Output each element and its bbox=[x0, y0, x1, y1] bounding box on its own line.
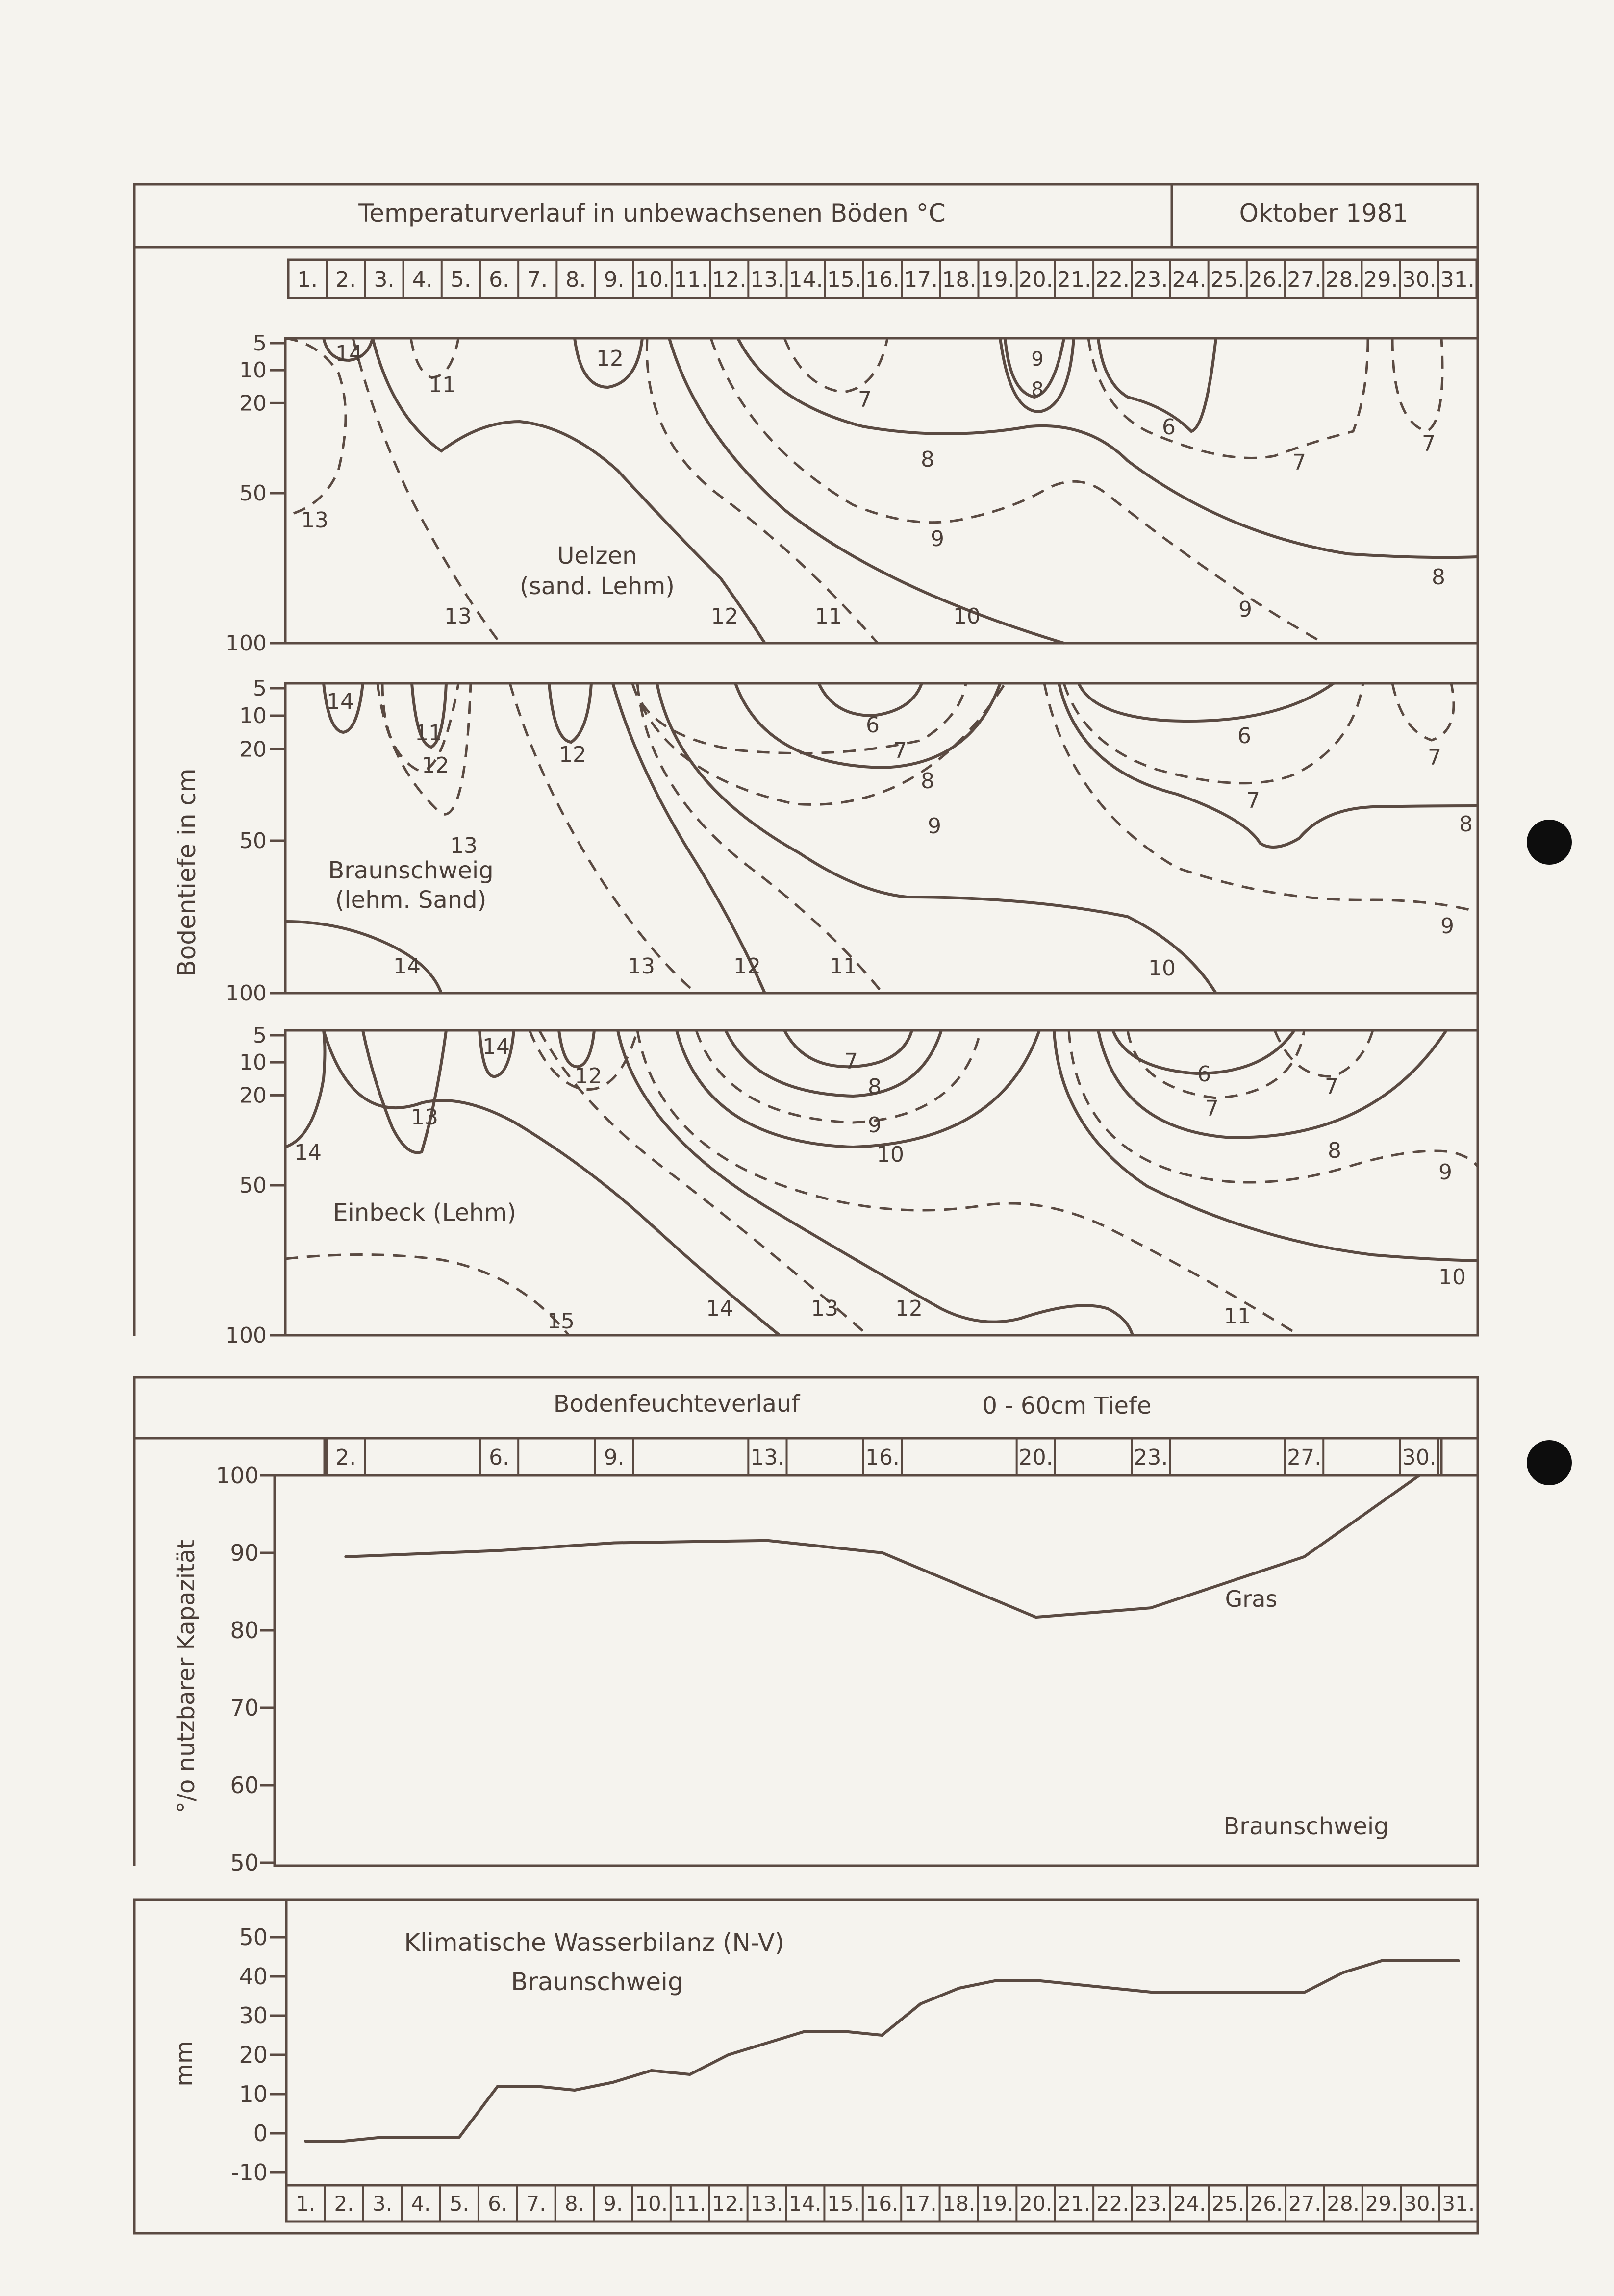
station-soil-uelzen: (sand. Lehm) bbox=[520, 573, 675, 600]
depth-tick-label: 5 bbox=[253, 676, 267, 701]
isotherm-7-einbeck-dash bbox=[1128, 1030, 1304, 1098]
isotherm-label: 9 bbox=[868, 1113, 882, 1138]
isotherm-6-bs-b bbox=[1079, 683, 1334, 721]
day-label-bottom: 8. bbox=[564, 2192, 584, 2216]
isotherm-label: 8 bbox=[921, 447, 934, 472]
isotherm-label: 11 bbox=[830, 954, 857, 979]
isotherm-label: 9 bbox=[1031, 348, 1044, 371]
isotherm-label: 11 bbox=[415, 721, 442, 746]
data-point bbox=[1380, 1959, 1383, 1962]
day-label-bottom: 4. bbox=[411, 2192, 431, 2216]
data-point bbox=[458, 2136, 461, 2139]
day-label-bottom: 6. bbox=[488, 2192, 508, 2216]
isotherm-label: 6 bbox=[1162, 415, 1176, 440]
isotherm-label: 10 bbox=[1438, 1265, 1466, 1290]
day-label-top: 11. bbox=[674, 267, 708, 292]
y-tick-label: -10 bbox=[230, 2159, 268, 2186]
isotherms-dashed-uelzen bbox=[285, 338, 1442, 643]
day-label-bottom: 24. bbox=[1173, 2192, 1206, 2216]
data-point bbox=[1034, 1979, 1037, 1982]
isotherm-7-bs-dash-b bbox=[1064, 683, 1363, 783]
moisture-station-label: Braunschweig bbox=[1223, 1813, 1389, 1840]
isotherm-label: 7 bbox=[893, 738, 907, 763]
day-label-top: 16. bbox=[865, 267, 900, 292]
day-label-bottom: 30. bbox=[1404, 2192, 1437, 2216]
day-label-bottom: 27. bbox=[1288, 2192, 1321, 2216]
isotherm-label: 14 bbox=[482, 1034, 510, 1059]
data-point bbox=[688, 2073, 691, 2076]
day-label-top: 20. bbox=[1018, 267, 1053, 292]
isotherm-label: 7 bbox=[1422, 431, 1436, 456]
balance-station: Braunschweig bbox=[511, 1968, 683, 1996]
moisture-day-label: 27. bbox=[1287, 1445, 1322, 1470]
depth-tick-label: 50 bbox=[239, 481, 267, 506]
day-label-top: 13. bbox=[750, 267, 785, 292]
data-point bbox=[1303, 1991, 1306, 1994]
temperature-y-label: Bodentiefe in cm bbox=[173, 768, 201, 977]
isotherm-7-uelzen-c bbox=[1392, 338, 1442, 431]
isotherm-label: 12 bbox=[733, 954, 761, 979]
y-tick-label: 50 bbox=[239, 1924, 268, 1950]
isotherm-label: 8 bbox=[1432, 565, 1445, 590]
y-tick-label: 60 bbox=[230, 1772, 259, 1798]
moisture-day-label: 2. bbox=[335, 1445, 356, 1470]
isotherm-label: 12 bbox=[895, 1296, 923, 1321]
day-label-bottom: 11. bbox=[673, 2192, 706, 2216]
day-label-top: 25. bbox=[1210, 267, 1245, 292]
isotherm-labels-uelzen bbox=[301, 341, 1445, 629]
isotherm-label: 9 bbox=[1438, 1160, 1452, 1185]
isotherm-7-uelzen bbox=[784, 338, 887, 392]
data-point bbox=[765, 2042, 768, 2045]
isotherm-label: 12 bbox=[596, 346, 624, 371]
data-point bbox=[804, 2030, 807, 2033]
isotherms-solid-uelzen bbox=[324, 338, 1478, 643]
isotherm-8-einbeck-b bbox=[1098, 1030, 1446, 1137]
isotherm-label: 10 bbox=[1148, 956, 1176, 981]
day-label-bottom: 3. bbox=[372, 2192, 393, 2216]
isotherm-label: 11 bbox=[1224, 1304, 1251, 1329]
isotherm-label: 14 bbox=[393, 954, 421, 979]
y-tick-label: 100 bbox=[216, 1462, 259, 1489]
isotherm-label: 9 bbox=[931, 526, 944, 551]
y-tick-label: 50 bbox=[230, 1849, 259, 1876]
data-point bbox=[573, 2089, 576, 2092]
moisture-day-label: 30. bbox=[1402, 1445, 1437, 1470]
day-label-bottom: 10. bbox=[635, 2192, 668, 2216]
data-point bbox=[304, 2140, 307, 2143]
day-row-bottom bbox=[286, 2185, 1478, 2221]
depth-tick-label: 5 bbox=[253, 331, 267, 356]
day-label-top: 18. bbox=[942, 267, 977, 292]
data-point bbox=[958, 1987, 960, 1990]
isotherm-label: 7 bbox=[844, 1049, 858, 1074]
data-point bbox=[419, 2136, 422, 2139]
isotherm-label: 7 bbox=[1205, 1096, 1219, 1121]
depth-tick-label: 20 bbox=[239, 737, 267, 762]
isotherm-label: 12 bbox=[422, 753, 449, 778]
isotherm-label: 8 bbox=[1328, 1138, 1341, 1163]
data-point bbox=[343, 2140, 346, 2143]
isotherm-label: 8 bbox=[921, 769, 934, 794]
depth-ticks-braunschweig bbox=[226, 676, 285, 1006]
station-name-uelzen: Uelzen bbox=[557, 542, 637, 570]
isotherm-12-bs-deep bbox=[613, 683, 765, 993]
isotherm-7-bs-dash-c bbox=[1392, 683, 1454, 740]
day-label-top: 3. bbox=[374, 267, 395, 292]
period-label: Oktober 1981 bbox=[1239, 199, 1409, 227]
day-label-top: 23. bbox=[1134, 267, 1168, 292]
day-label-top: 17. bbox=[904, 267, 938, 292]
data-point bbox=[881, 2034, 883, 2037]
isotherm-label: 7 bbox=[1428, 745, 1441, 770]
y-tick-label: 40 bbox=[239, 1963, 268, 1990]
day-label-top: 6. bbox=[489, 267, 510, 292]
station-soil-braunschweig: (lehm. Sand) bbox=[335, 886, 487, 914]
day-label-top: 8. bbox=[565, 267, 586, 292]
depth-tick-label: 100 bbox=[226, 1323, 267, 1348]
day-label-top: 10. bbox=[635, 267, 670, 292]
data-point bbox=[919, 2002, 922, 2005]
depth-tick-label: 50 bbox=[239, 828, 267, 853]
day-label-bottom: 22. bbox=[1096, 2192, 1129, 2216]
balance-y-axis bbox=[231, 1924, 286, 2186]
depth-tick-label: 5 bbox=[253, 1023, 267, 1048]
isotherm-6-bs bbox=[819, 683, 922, 716]
data-point bbox=[766, 1539, 769, 1542]
day-label-bottom: 9. bbox=[603, 2192, 623, 2216]
moisture-y-label: °/o nutzbarer Kapazität bbox=[173, 1539, 200, 1814]
day-label-top: 15. bbox=[827, 267, 861, 292]
isotherm-label: 12 bbox=[575, 1064, 602, 1089]
data-point bbox=[613, 1541, 616, 1544]
day-label-bottom: 5. bbox=[449, 2192, 469, 2216]
day-label-bottom: 31. bbox=[1442, 2192, 1475, 2216]
data-point bbox=[381, 2136, 384, 2139]
day-label-top: 27. bbox=[1287, 267, 1322, 292]
day-label-top: 14. bbox=[788, 267, 823, 292]
isotherm-10-einbeck-deep bbox=[1054, 1030, 1478, 1261]
y-tick-label: 0 bbox=[253, 2120, 268, 2146]
depth-tick-label: 10 bbox=[239, 703, 267, 728]
y-tick-label: 80 bbox=[230, 1617, 259, 1644]
isotherm-label: 13 bbox=[444, 604, 472, 629]
day-label-bottom: 2. bbox=[334, 2192, 354, 2216]
data-point bbox=[1265, 1991, 1268, 1994]
panel-uelzen bbox=[226, 331, 1478, 656]
depth-ticks-uelzen bbox=[226, 331, 285, 656]
data-point bbox=[1073, 1983, 1076, 1986]
day-label-top: 22. bbox=[1095, 267, 1130, 292]
balance-plot bbox=[304, 1959, 1460, 2143]
data-point bbox=[1418, 1959, 1421, 1962]
day-label-bottom: 15. bbox=[827, 2192, 860, 2216]
day-label-bottom: 20. bbox=[1019, 2192, 1052, 2216]
isotherm-label: 8 bbox=[1459, 812, 1473, 837]
isotherm-label: 9 bbox=[928, 814, 941, 839]
isotherm-10-einbeck bbox=[677, 1030, 1039, 1147]
moisture-day-label: 6. bbox=[489, 1445, 510, 1470]
isotherms-dashed-einbeck bbox=[285, 1030, 1478, 1335]
day-label-top: 2. bbox=[335, 267, 356, 292]
isotherm-label: 6 bbox=[1237, 724, 1251, 749]
isotherm-label: 10 bbox=[953, 604, 981, 629]
day-label-top: 5. bbox=[450, 267, 471, 292]
isotherm-label: 14 bbox=[294, 1140, 322, 1165]
day-label-top: 26. bbox=[1248, 267, 1283, 292]
day-label-top: 12. bbox=[712, 267, 747, 292]
data-point bbox=[1457, 1959, 1460, 1962]
isotherm-6-uelzen bbox=[1098, 338, 1216, 431]
moisture-day-label: 20. bbox=[1018, 1445, 1053, 1470]
isotherm-label: 12 bbox=[711, 604, 738, 629]
isotherm-11-uelzen bbox=[411, 338, 458, 377]
day-label-top: 4. bbox=[412, 267, 433, 292]
day-label-bottom: 14. bbox=[788, 2192, 822, 2216]
isotherm-label: 15 bbox=[547, 1309, 575, 1334]
station-name-braunschweig: Braunschweig bbox=[328, 857, 494, 884]
day-label-bottom: 13. bbox=[750, 2192, 783, 2216]
data-point bbox=[535, 2085, 538, 2088]
isotherm-12-bs bbox=[549, 683, 591, 742]
depth-tick-label: 10 bbox=[239, 1050, 267, 1075]
data-point bbox=[1226, 1991, 1229, 1994]
depth-tick-label: 50 bbox=[239, 1173, 267, 1198]
y-tick-label: 10 bbox=[239, 2081, 268, 2107]
panel-braunschweig bbox=[226, 676, 1478, 1006]
day-label-top: 9. bbox=[604, 267, 625, 292]
moisture-depth: 0 - 60cm Tiefe bbox=[982, 1392, 1152, 1420]
depth-tick-label: 100 bbox=[226, 981, 267, 1006]
day-label-bottom: 16. bbox=[865, 2192, 899, 2216]
isotherm-label: 13 bbox=[411, 1105, 438, 1130]
day-label-top: 1. bbox=[297, 267, 318, 292]
data-point bbox=[1342, 1971, 1345, 1974]
isotherm-14-einbeck-deep bbox=[324, 1030, 780, 1335]
isotherm-label: 14 bbox=[706, 1296, 733, 1321]
y-tick-label: 30 bbox=[239, 2002, 268, 2029]
day-label-top: 30. bbox=[1402, 267, 1437, 292]
moisture-day-row bbox=[327, 1438, 1438, 1475]
moisture-crop-label: Gras bbox=[1225, 1586, 1278, 1612]
day-row-top bbox=[288, 260, 1477, 298]
data-point bbox=[1150, 1991, 1153, 1994]
isotherm-label: 7 bbox=[1325, 1074, 1338, 1099]
day-label-top: 7. bbox=[527, 267, 548, 292]
day-label-top: 19. bbox=[980, 267, 1015, 292]
isotherm-label: 10 bbox=[877, 1142, 904, 1167]
isotherm-label: 14 bbox=[335, 341, 363, 366]
day-label-bottom: 18. bbox=[942, 2192, 976, 2216]
day-label-bottom: 17. bbox=[904, 2192, 937, 2216]
data-point bbox=[1111, 1987, 1114, 1990]
day-label-top: 28. bbox=[1325, 267, 1360, 292]
isotherm-label: 8 bbox=[1031, 378, 1044, 401]
data-point bbox=[996, 1979, 999, 1982]
y-tick-label: 90 bbox=[230, 1540, 259, 1566]
isotherm-14-einbeck bbox=[285, 1030, 325, 1147]
isotherm-13-einbeck bbox=[363, 1030, 446, 1152]
moisture-title: Bodenfeuchteverlauf bbox=[553, 1390, 800, 1418]
isotherm-10-uelzen bbox=[669, 338, 1064, 643]
isotherm-12-einbeck bbox=[559, 1030, 594, 1067]
data-point bbox=[344, 1555, 347, 1558]
day-label-top: 21. bbox=[1057, 267, 1091, 292]
day-label-bottom: 28. bbox=[1327, 2192, 1360, 2216]
day-label-bottom: 23. bbox=[1135, 2192, 1168, 2216]
isotherm-label: 11 bbox=[429, 373, 456, 398]
data-point bbox=[881, 1551, 884, 1554]
data-point bbox=[1034, 1616, 1037, 1619]
data-point bbox=[842, 2030, 845, 2033]
isotherm-9-bs-dash bbox=[632, 683, 1005, 804]
moisture-section bbox=[134, 1377, 1478, 1876]
isotherm-label: 7 bbox=[1292, 450, 1306, 475]
day-label-top: 31. bbox=[1440, 267, 1475, 292]
temperature-header bbox=[134, 184, 1478, 247]
isotherm-label: 7 bbox=[1246, 788, 1260, 813]
depth-tick-label: 20 bbox=[239, 1083, 267, 1108]
series-line-balance bbox=[305, 1961, 1459, 2141]
y-tick-label: 70 bbox=[230, 1695, 259, 1721]
isotherm-label: 13 bbox=[450, 833, 478, 858]
data-point bbox=[611, 2081, 614, 2084]
isotherm-label: 11 bbox=[815, 604, 842, 629]
depth-tick-label: 20 bbox=[239, 391, 267, 416]
station-name-einbeck: Einbeck (Lehm) bbox=[333, 1199, 516, 1226]
balance-y-label: mm bbox=[171, 2041, 198, 2087]
isotherm-9-bs-deep bbox=[1044, 683, 1478, 912]
isotherm-13-bs-dash bbox=[378, 683, 471, 814]
day-label-bottom: 29. bbox=[1365, 2192, 1398, 2216]
depth-ticks-einbeck bbox=[226, 1023, 285, 1348]
isotherm-13-uelzen-deep bbox=[353, 338, 500, 643]
balance-title: Klimatische Wasserbilanz (N-V) bbox=[404, 1928, 784, 1957]
data-point bbox=[1303, 1555, 1306, 1558]
depth-tick-label: 100 bbox=[226, 631, 267, 656]
moisture-day-label: 16. bbox=[865, 1445, 900, 1470]
isotherm-label: 13 bbox=[628, 954, 655, 979]
day-label-bottom: 25. bbox=[1211, 2192, 1244, 2216]
day-label-top: 29. bbox=[1363, 267, 1398, 292]
isotherm-label: 6 bbox=[866, 713, 880, 738]
depth-tick-label: 10 bbox=[239, 358, 267, 383]
y-tick-label: 20 bbox=[239, 2042, 268, 2068]
data-point bbox=[650, 2069, 653, 2072]
day-label-bottom: 1. bbox=[296, 2192, 316, 2216]
day-label-bottom: 7. bbox=[526, 2192, 546, 2216]
moisture-y-axis bbox=[216, 1462, 275, 1876]
isotherm-9-einbeck-dash bbox=[696, 1030, 981, 1123]
panel-einbeck bbox=[226, 1023, 1478, 1348]
isotherm-15-einbeck-dash bbox=[285, 1254, 569, 1335]
balance-section bbox=[134, 1900, 1478, 2233]
isotherm-label: 7 bbox=[858, 387, 872, 412]
data-point bbox=[496, 2085, 499, 2088]
data-point bbox=[498, 1549, 501, 1552]
day-label-bottom: 26. bbox=[1250, 2192, 1283, 2216]
isotherm-13-bs-deep bbox=[510, 683, 696, 993]
moisture-day-label: 23. bbox=[1134, 1445, 1168, 1470]
data-point bbox=[1188, 1991, 1191, 1994]
day-label-bottom: 21. bbox=[1058, 2192, 1091, 2216]
isotherm-label: 8 bbox=[868, 1074, 882, 1099]
isotherm-labels-einbeck bbox=[294, 1034, 1466, 1334]
moisture-day-label: 13. bbox=[750, 1445, 785, 1470]
isotherm-8-bs-b bbox=[1059, 683, 1478, 847]
isotherms-solid-einbeck bbox=[285, 1030, 1478, 1335]
data-point bbox=[1418, 1474, 1421, 1477]
moisture-day-label: 9. bbox=[604, 1445, 625, 1470]
day-label-bottom: 12. bbox=[712, 2192, 745, 2216]
day-label-bottom: 19. bbox=[981, 2192, 1014, 2216]
isotherm-label: 13 bbox=[301, 508, 328, 533]
isotherm-label: 9 bbox=[1440, 914, 1454, 939]
isotherm-label: 14 bbox=[327, 689, 354, 714]
isotherm-label: 6 bbox=[1197, 1062, 1211, 1087]
isotherm-11-bs-deep bbox=[637, 683, 883, 993]
isotherm-label: 9 bbox=[1238, 597, 1252, 622]
temperature-title: Temperaturverlauf in unbewachsenen Böden °C bbox=[358, 199, 946, 227]
data-point bbox=[727, 2053, 730, 2056]
isotherm-label: 13 bbox=[811, 1296, 838, 1321]
day-label-top: 24. bbox=[1172, 267, 1207, 292]
isotherm-label: 12 bbox=[559, 742, 586, 767]
data-point bbox=[1149, 1606, 1152, 1609]
